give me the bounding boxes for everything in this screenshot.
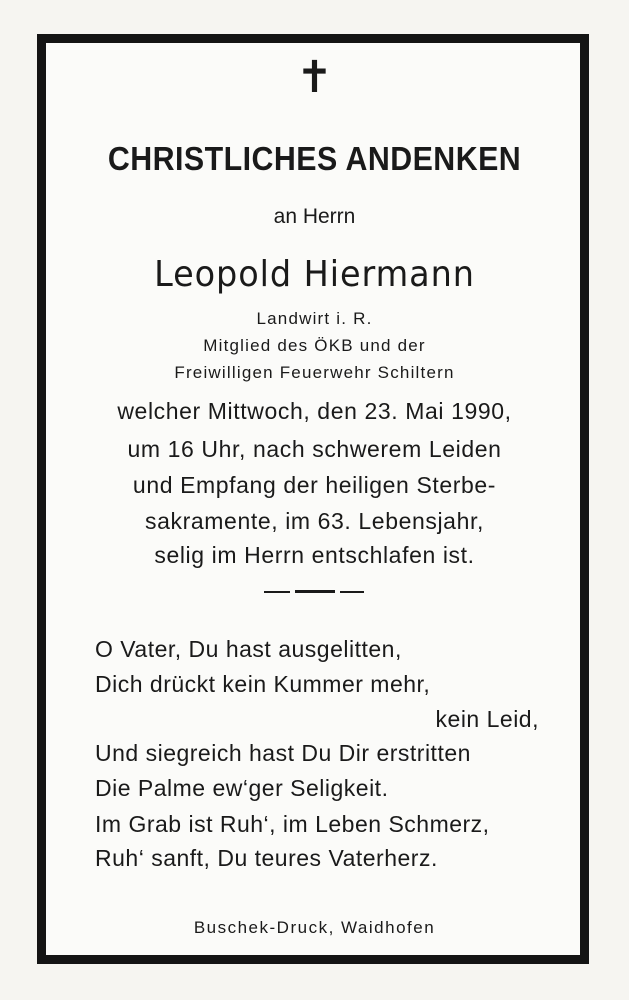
death-notice-line: und Empfang der heiligen Sterbe-	[132, 472, 497, 498]
salutation: an Herrn	[273, 205, 356, 228]
membership-line: Mitglied des ÖKB und der	[203, 336, 426, 355]
ornamental-divider	[264, 590, 364, 593]
membership-line-2: Freiwilligen Feuerwehr Schiltern	[174, 363, 455, 382]
poem-line: Die Palme ew‘ger Seligkeit.	[95, 775, 389, 801]
poem-line: Ruh‘ sanft, Du teures Vaterherz.	[95, 845, 438, 871]
poem-line: kein Leid,	[435, 706, 539, 732]
card-heading: CHRISTLICHES ANDENKEN	[107, 140, 522, 177]
death-notice-line: welcher Mittwoch, den 23. Mai 1990,	[117, 398, 512, 424]
cross-icon: ✝	[296, 52, 333, 103]
poem-line: Und siegreich hast Du Dir erstritten	[95, 740, 471, 766]
poem-line: Dich drückt kein Kummer mehr,	[95, 671, 431, 697]
death-notice-line: um 16 Uhr, nach schwerem Leiden	[127, 436, 502, 462]
poem-line: O Vater, Du hast ausgelitten,	[95, 636, 402, 662]
printer-credit: Buschek-Druck, Waidhofen	[193, 918, 436, 937]
poem-line: Im Grab ist Ruh‘, im Leben Schmerz,	[95, 811, 490, 837]
death-notice-line: selig im Herrn entschlafen ist.	[154, 542, 475, 568]
deceased-name: Leopold Hiermann	[154, 254, 475, 295]
occupation-line: Landwirt i. R.	[256, 309, 373, 328]
death-notice-line: sakramente, im 63. Lebensjahr,	[145, 508, 484, 534]
